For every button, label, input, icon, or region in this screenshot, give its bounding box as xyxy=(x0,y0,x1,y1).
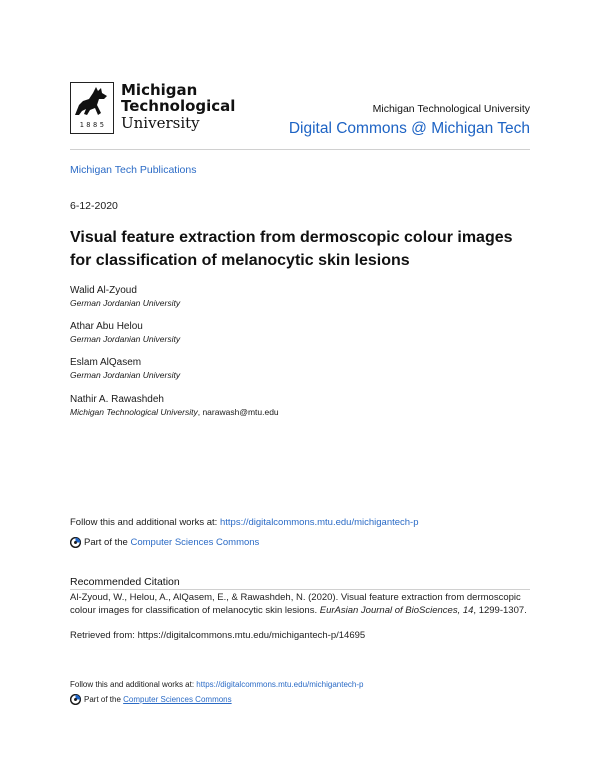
follow-text: Follow this and additional works at: xyxy=(70,517,220,528)
author-name: Walid Al-Zyoud xyxy=(70,285,137,296)
author-affiliation: German Jordanian University xyxy=(70,334,181,344)
author-name: Athar Abu Helou xyxy=(70,321,143,332)
recommended-citation-heading: Recommended Citation xyxy=(70,576,180,588)
author-name: Nathir A. Rawashdeh xyxy=(70,394,164,405)
author-affiliation: German Jordanian University xyxy=(70,298,181,308)
series-link[interactable]: Michigan Tech Publications xyxy=(70,164,197,176)
footer-computer-sciences-commons-link[interactable]: Computer Sciences Commons xyxy=(123,695,232,704)
footer-follow-url-link[interactable]: https://digitalcommons.mtu.edu/michigantech-p xyxy=(196,680,364,689)
citation-pages: , 1299-1307. xyxy=(473,605,527,617)
logo-text-michigan: Michigan xyxy=(121,81,198,99)
computer-sciences-commons-link[interactable]: Computer Sciences Commons xyxy=(130,537,260,548)
citation-journal: EurAsian Journal of BioSciences, 14 xyxy=(319,605,474,617)
husky-icon xyxy=(71,83,112,119)
logo-text-technological: Technological xyxy=(121,97,236,115)
paper-title: Visual feature extraction from dermoscopic colour images for classification of melanocytic skin lesions xyxy=(70,229,513,269)
repository-link[interactable]: Digital Commons @ Michigan Tech xyxy=(288,120,530,137)
part-of-text: Part of the xyxy=(84,537,131,548)
footer-part-of-text: Part of the xyxy=(84,695,124,704)
logo-year: 1885 xyxy=(79,121,107,129)
footer-part-of-line xyxy=(70,694,232,705)
follow-url-link[interactable]: https://digitalcommons.mtu.edu/michigantech-p xyxy=(219,517,419,528)
footer-follow-line xyxy=(70,680,364,689)
part-of-line xyxy=(70,537,259,548)
author-entry xyxy=(70,356,180,381)
citation-text xyxy=(70,591,532,617)
author-affiliation: German Jordanian University xyxy=(70,370,181,380)
author-entry xyxy=(70,320,180,345)
husky-emblem xyxy=(70,82,114,134)
open-access-icon xyxy=(70,694,81,705)
citation-divider xyxy=(70,589,530,590)
author-name: Eslam AlQasem xyxy=(70,357,142,368)
retrieved-from: Retrieved from: https://digitalcommons.mtu.edu/michigantech-p/14695 xyxy=(70,630,366,641)
author-affiliation-text: Michigan Technological University xyxy=(70,407,198,417)
header-divider xyxy=(70,149,530,150)
footer-follow-text: Follow this and additional works at: xyxy=(70,680,197,689)
author-email[interactable]: , narawash@mtu.edu xyxy=(197,407,279,417)
citation-main: Al-Zyoud, W., Helou, A., AlQasem, E., & Rawashdeh, N. (2020). Visual feature extraction from dermoscopic colour images for classification of melanocytic skin lesions. xyxy=(70,592,521,617)
author-affiliation xyxy=(70,406,279,418)
follow-line xyxy=(70,517,419,528)
university-logo xyxy=(70,82,240,138)
author-entry xyxy=(70,284,180,309)
open-access-icon xyxy=(70,537,81,548)
header-university: Michigan Technological University xyxy=(372,103,530,115)
logo-text-university: University xyxy=(121,114,200,132)
publication-date: 6-12-2020 xyxy=(70,200,118,212)
author-entry xyxy=(70,393,279,418)
